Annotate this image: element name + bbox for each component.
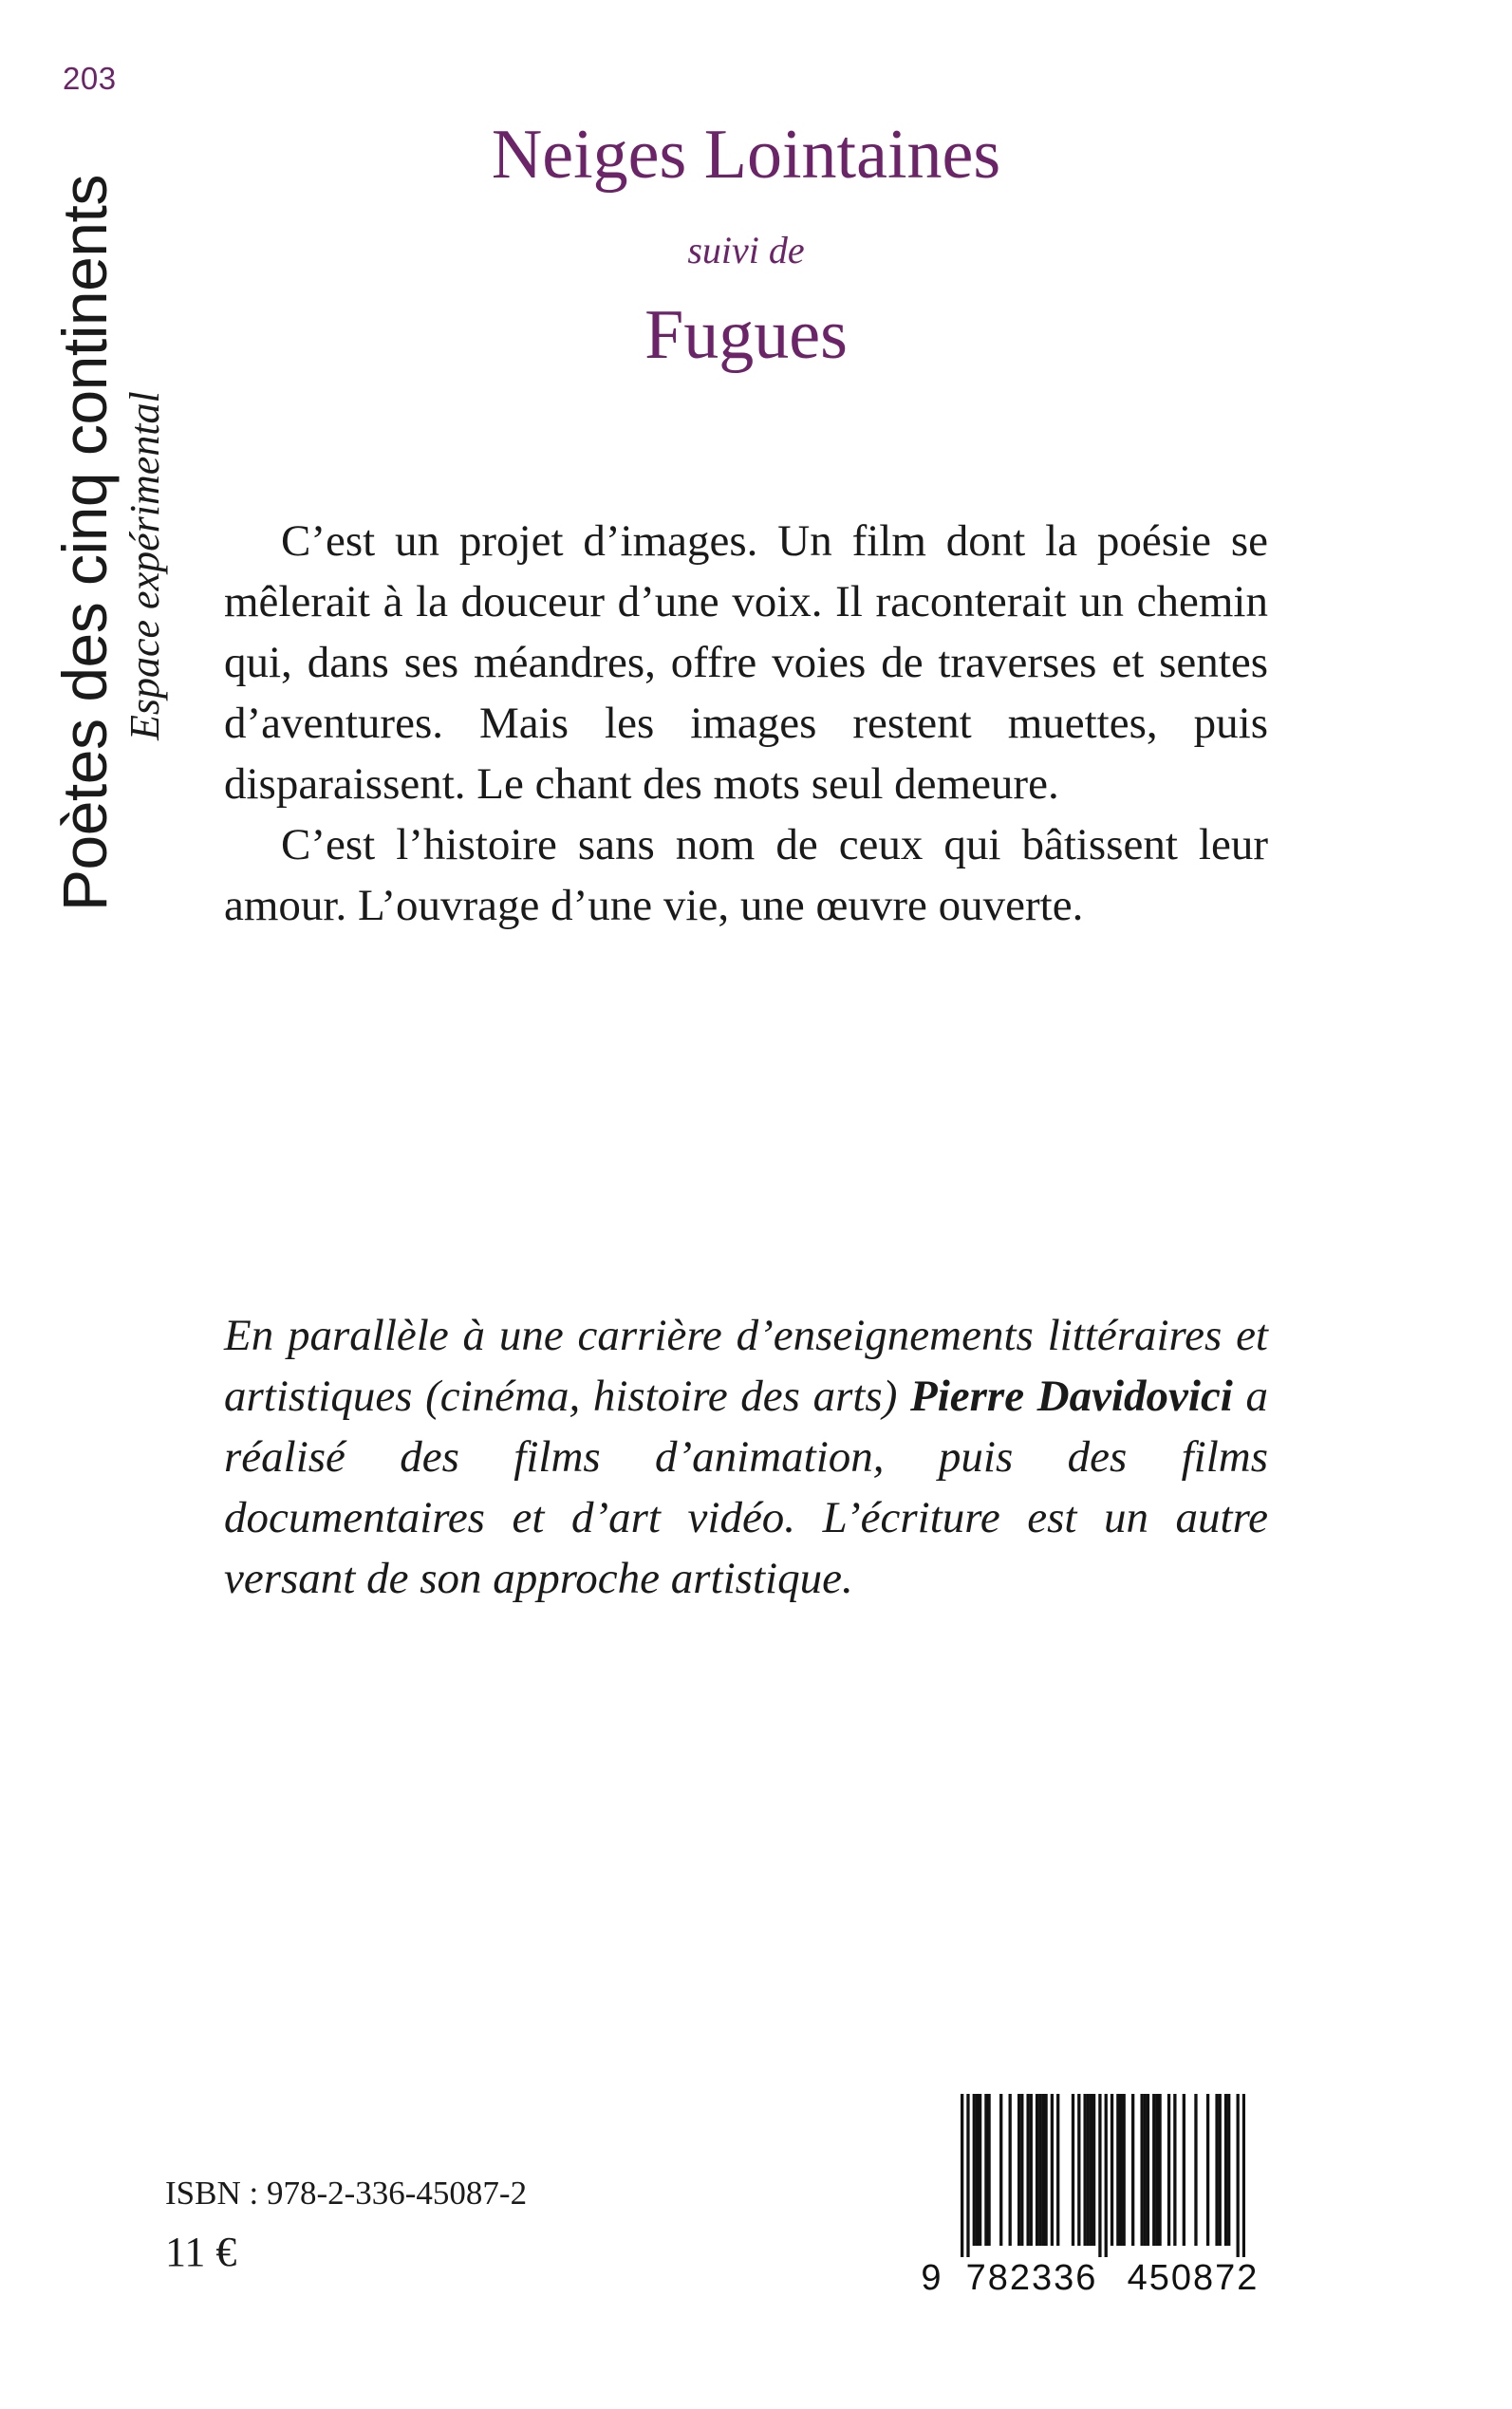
barcode-bar: [1072, 2094, 1074, 2246]
barcode-bar: [1111, 2094, 1113, 2246]
blurb-paragraph: C’est l’histoire sans nom de ceux qui bâtissent leur amour. L’ouvrage d’une vie, une œuvre ouverte.: [224, 820, 1268, 930]
barcode-bar: [1224, 2094, 1227, 2246]
barcode-bar: [1098, 2094, 1101, 2257]
barcode-bar: [987, 2094, 990, 2246]
series-number: 203: [63, 61, 117, 96]
barcode-bar: [961, 2094, 963, 2257]
title-connector: suivi de: [687, 229, 805, 271]
barcode-bar: [1140, 2094, 1143, 2246]
barcode-bar: [1242, 2094, 1245, 2257]
barcode-bar: [1105, 2094, 1108, 2257]
barcode-bar: [1092, 2094, 1095, 2246]
blurb-paragraph: C’est un projet d’images. Un film dont la poésie se mêlerait à la douceur d’une voix. Il raconterait un chemin qui, dans ses méandres, offre voies de traverses et sentes d’aventures. Mais les images restent muettes, puis disparaissent. Le chant des mots seul demeure.: [224, 516, 1268, 809]
barcode-lead-digit: 9: [921, 2258, 943, 2298]
barcode-bar: [1020, 2094, 1023, 2246]
barcode-bar: [976, 2094, 979, 2246]
barcode-bar: [1036, 2094, 1038, 2246]
collection-vertical-block: [47, 133, 190, 911]
barcode-bar: [1044, 2094, 1047, 2246]
barcode-bar: [1167, 2094, 1170, 2246]
price: 11 €: [165, 2229, 237, 2275]
barcode-group-1: 782336: [965, 2258, 1098, 2298]
barcode-bar: [1152, 2094, 1155, 2246]
barcode-bar: [1215, 2094, 1218, 2246]
barcode-bar: [973, 2094, 976, 2246]
book-title: Neiges Lointaines: [491, 116, 1001, 194]
barcode-bar: [984, 2094, 987, 2246]
barcode-bar: [979, 2094, 981, 2246]
barcode-bar: [1026, 2094, 1029, 2246]
barcode-bar: [1144, 2094, 1147, 2246]
barcode-bar: [1077, 2094, 1080, 2246]
barcode-bar: [966, 2094, 969, 2257]
book-second-title: Fugues: [644, 296, 848, 374]
barcode-bar: [1194, 2094, 1197, 2246]
barcode-bar: [1227, 2094, 1230, 2246]
collection-subtitle: Espace expérimental: [121, 391, 168, 740]
barcode-bar: [1131, 2094, 1134, 2246]
blurb: [224, 511, 1268, 936]
barcode-bar: [1090, 2094, 1092, 2246]
barcode-bar: [1219, 2094, 1222, 2246]
barcode-bar: [999, 2094, 1002, 2246]
barcode: [913, 2084, 1274, 2303]
barcode-group-2: 450872: [1127, 2258, 1260, 2298]
author-bio: [224, 1305, 1268, 1609]
barcode-bar: [1123, 2094, 1126, 2246]
barcode-bar: [1158, 2094, 1161, 2246]
barcode-bar: [1051, 2094, 1054, 2246]
barcode-bar: [1155, 2094, 1158, 2246]
barcode-bar: [1183, 2094, 1185, 2246]
barcode-digits: [913, 2257, 1274, 2299]
barcode-bar: [1038, 2094, 1041, 2246]
barcode-bar: [1237, 2094, 1240, 2257]
barcode-bar: [1087, 2094, 1090, 2246]
barcode-bar: [1017, 2094, 1020, 2246]
barcode-bar: [1206, 2094, 1209, 2246]
isbn: ISBN : 978-2-336-45087-2: [165, 2175, 528, 2212]
barcode-bar: [1056, 2094, 1059, 2246]
barcode-bar: [1173, 2094, 1176, 2246]
bio-text-before: En parallèle à une carrière d’enseignements littéraires et artistiques (cinéma, histoire des arts): [224, 1311, 1268, 1421]
barcode-bar: [1041, 2094, 1044, 2246]
barcode-bar: [1009, 2094, 1012, 2246]
barcode-bar: [1030, 2094, 1033, 2246]
author-name: Pierre Davidovici: [909, 1372, 1233, 1421]
barcode-bar: [1147, 2094, 1149, 2246]
barcode-bar: [1083, 2094, 1086, 2246]
bio-text-after: a réalisé des films d’animation, puis des films documentaires et d’art vidéo. L’écriture est un autre versant de son approche artistique.: [224, 1372, 1268, 1603]
barcode-bar: [1119, 2094, 1122, 2246]
barcode-bars: [961, 2094, 1245, 2257]
collection-title: Poètes des cinq continents: [49, 175, 120, 911]
barcode-bar: [1116, 2094, 1119, 2246]
